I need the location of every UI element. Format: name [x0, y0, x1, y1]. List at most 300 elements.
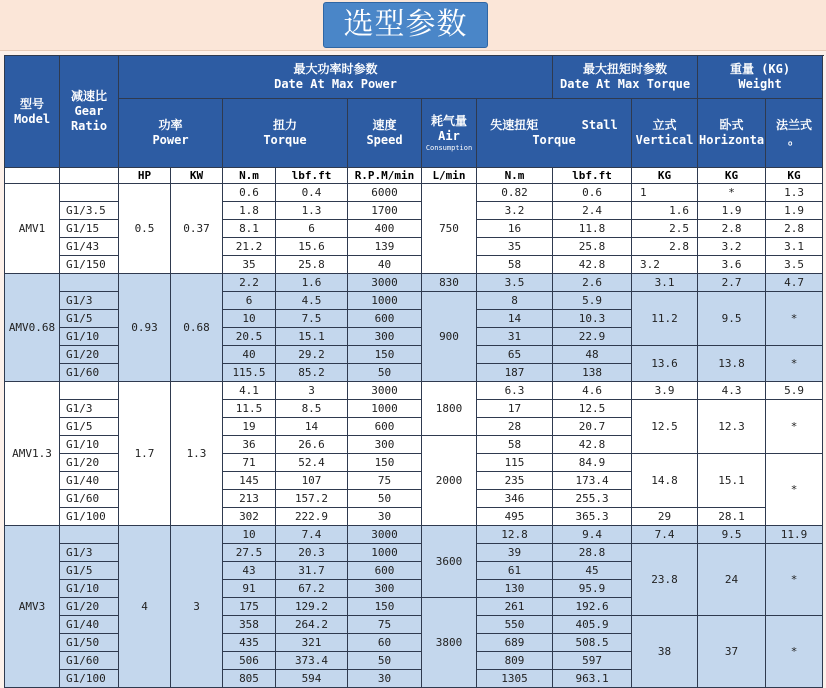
spec-table-container: [4, 55, 822, 685]
header-ratio-cn: 减速比: [70, 89, 107, 103]
header-horizontal-cn: 卧式: [719, 118, 744, 132]
stall-lbf-cell: 28.8: [553, 544, 632, 562]
torque-nm-cell: 40: [223, 346, 276, 364]
weight-flange-cell: *: [766, 454, 823, 526]
stall-lbf-cell: 95.9: [553, 580, 632, 598]
weight-flange-cell: *: [766, 292, 823, 346]
stall-nm-cell: 3.2: [477, 202, 553, 220]
torque-nm-cell: 43: [223, 562, 276, 580]
weight-vertical-cell: 3.9: [632, 382, 698, 400]
header-max-torque-en: Date At Max Torque: [560, 77, 691, 91]
speed-cell: 600: [348, 562, 422, 580]
stall-lbf-cell: 2.6: [553, 274, 632, 292]
header-torque-cn: 扭力: [272, 118, 297, 132]
weight-vertical-cell: 3.2: [632, 256, 698, 274]
weight-horizontal-cell: 12.3: [698, 400, 766, 454]
stall-lbf-cell: 48: [553, 346, 632, 364]
header-speed: [348, 99, 422, 168]
weight-flange-cell: 3.1: [766, 238, 823, 256]
weight-horizontal-cell: 13.8: [698, 346, 766, 382]
weight-vertical-cell: 23.8: [632, 544, 698, 616]
torque-lbf-cell: 15.6: [276, 238, 348, 256]
weight-horizontal-cell: 2.8: [698, 220, 766, 238]
header-air-en: Air: [438, 128, 460, 143]
torque-lbf-cell: 1.3: [276, 202, 348, 220]
torque-lbf-cell: 157.2: [276, 490, 348, 508]
weight-horizontal-cell: 15.1: [698, 454, 766, 508]
header-weight-cn: 重量 (KG): [729, 62, 791, 76]
ratio-cell: G1/20: [60, 346, 119, 364]
weight-flange-cell: *: [766, 544, 823, 616]
weight-flange-cell: 3.5: [766, 256, 823, 274]
ratio-cell: [60, 274, 119, 292]
stall-lbf-cell: 5.9: [553, 292, 632, 310]
ratio-cell: G1/150: [60, 256, 119, 274]
ratio-cell: G1/5: [60, 418, 119, 436]
stall-nm-cell: 809: [477, 652, 553, 670]
weight-horizontal-cell: 4.3: [698, 382, 766, 400]
model-group-amv068: [5, 274, 823, 382]
stall-nm-cell: 31: [477, 328, 553, 346]
air-cell: 830: [422, 274, 477, 292]
unit-stall-nm: N.m: [477, 168, 553, 184]
speed-cell: 1000: [348, 292, 422, 310]
torque-nm-cell: 4.1: [223, 382, 276, 400]
weight-vertical-cell: 7.4: [632, 526, 698, 544]
weight-flange-cell: *: [766, 346, 823, 382]
stall-nm-cell: 495: [477, 508, 553, 526]
speed-cell: 50: [348, 490, 422, 508]
torque-lbf-cell: 594: [276, 670, 348, 688]
weight-flange-cell: *: [766, 616, 823, 688]
header-max-torque: [553, 56, 698, 99]
model-cell: AMV3: [5, 526, 60, 688]
stall-nm-cell: 61: [477, 562, 553, 580]
stall-nm-cell: 115: [477, 454, 553, 472]
weight-vertical-cell: 12.5: [632, 400, 698, 454]
speed-cell: 3000: [348, 274, 422, 292]
unit-kg-vertical: KG: [632, 168, 698, 184]
header-max-power: [119, 56, 553, 99]
unit-blank-model: [5, 168, 60, 184]
speed-cell: 139: [348, 238, 422, 256]
hp-cell: 0.5: [119, 184, 171, 274]
weight-horizontal-cell: 3.6: [698, 256, 766, 274]
header-max-torque-cn: 最大扭矩时参数: [583, 62, 668, 76]
header-power: [119, 99, 223, 168]
speed-cell: 30: [348, 670, 422, 688]
speed-cell: 50: [348, 364, 422, 382]
header-air-small: Consumption: [425, 143, 473, 152]
speed-cell: 300: [348, 436, 422, 454]
torque-nm-cell: 175: [223, 598, 276, 616]
stall-lbf-cell: 84.9: [553, 454, 632, 472]
air-cell: 750: [422, 184, 477, 274]
model-cell: AMV0.68: [5, 274, 60, 382]
speed-cell: 400: [348, 220, 422, 238]
stall-nm-cell: 1305: [477, 670, 553, 688]
weight-horizontal-cell: 28.1: [698, 508, 766, 526]
header-stall-line1: [477, 118, 631, 133]
stall-nm-cell: 39: [477, 544, 553, 562]
torque-lbf-cell: 107: [276, 472, 348, 490]
stall-lbf-cell: 22.9: [553, 328, 632, 346]
hp-cell: 0.93: [119, 274, 171, 382]
weight-flange-cell: 5.9: [766, 382, 823, 400]
weight-horizontal-cell: 9.5: [698, 292, 766, 346]
torque-lbf-cell: 264.2: [276, 616, 348, 634]
torque-nm-cell: 10: [223, 526, 276, 544]
torque-nm-cell: 213: [223, 490, 276, 508]
stall-lbf-cell: 42.8: [553, 256, 632, 274]
weight-vertical-cell: 11.2: [632, 292, 698, 346]
torque-nm-cell: 20.5: [223, 328, 276, 346]
torque-lbf-cell: 0.4: [276, 184, 348, 202]
stall-nm-cell: 6.3: [477, 382, 553, 400]
header-speed-cn: 速度: [372, 118, 397, 132]
ratio-cell: [60, 382, 119, 400]
table-row: [5, 184, 823, 202]
torque-nm-cell: 91: [223, 580, 276, 598]
torque-lbf-cell: 20.3: [276, 544, 348, 562]
torque-nm-cell: 0.6: [223, 184, 276, 202]
torque-nm-cell: 35: [223, 256, 276, 274]
header-max-power-en: Date At Max Power: [274, 77, 397, 91]
hp-cell: 4: [119, 526, 171, 688]
torque-nm-cell: 27.5: [223, 544, 276, 562]
speed-cell: 600: [348, 418, 422, 436]
ratio-cell: G1/40: [60, 616, 119, 634]
torque-lbf-cell: 31.7: [276, 562, 348, 580]
speed-cell: 150: [348, 346, 422, 364]
model-group-amv13: [5, 382, 823, 526]
ratio-cell: G1/5: [60, 310, 119, 328]
weight-horizontal-cell: 9.5: [698, 526, 766, 544]
stall-lbf-cell: 192.6: [553, 598, 632, 616]
ratio-cell: G1/3: [60, 544, 119, 562]
stall-nm-cell: 65: [477, 346, 553, 364]
stall-nm-cell: 58: [477, 436, 553, 454]
torque-nm-cell: 358: [223, 616, 276, 634]
ratio-cell: G1/100: [60, 508, 119, 526]
stall-lbf-cell: 597: [553, 652, 632, 670]
torque-lbf-cell: 373.4: [276, 652, 348, 670]
header-horizontal: [698, 99, 766, 168]
weight-vertical-cell: 29: [632, 508, 698, 526]
stall-lbf-cell: 12.5: [553, 400, 632, 418]
ratio-cell: G1/20: [60, 454, 119, 472]
kw-cell: 0.68: [171, 274, 223, 382]
ratio-cell: G1/10: [60, 580, 119, 598]
stall-nm-cell: 3.5: [477, 274, 553, 292]
stall-lbf-cell: 508.5: [553, 634, 632, 652]
stall-nm-cell: 235: [477, 472, 553, 490]
torque-lbf-cell: 7.4: [276, 526, 348, 544]
weight-vertical-cell: 14.8: [632, 454, 698, 508]
header-vertical-en: Vertical: [635, 133, 694, 147]
torque-nm-cell: 805: [223, 670, 276, 688]
header-stall-en1: Stall: [581, 118, 618, 132]
weight-horizontal-cell: *: [698, 184, 766, 202]
unit-kw: KW: [171, 168, 223, 184]
torque-nm-cell: 435: [223, 634, 276, 652]
speed-cell: 3000: [348, 526, 422, 544]
stall-nm-cell: 17: [477, 400, 553, 418]
weight-flange-cell: 1.3: [766, 184, 823, 202]
speed-cell: 75: [348, 472, 422, 490]
header-vertical: [632, 99, 698, 168]
weight-vertical-cell: 2.8: [632, 238, 698, 256]
torque-nm-cell: 302: [223, 508, 276, 526]
weight-horizontal-cell: 24: [698, 544, 766, 616]
speed-cell: 150: [348, 454, 422, 472]
unit-hp: HP: [119, 168, 171, 184]
header-stall-cn: 失速扭矩: [490, 118, 539, 132]
model-cell: AMV1.3: [5, 382, 60, 526]
stall-lbf-cell: 45: [553, 562, 632, 580]
torque-nm-cell: 2.2: [223, 274, 276, 292]
header-ratio: [60, 56, 119, 168]
header-flange-cn: 法兰式: [776, 118, 813, 132]
header-model-en: Model: [13, 111, 51, 126]
torque-nm-cell: 506: [223, 652, 276, 670]
ratio-cell: G1/43: [60, 238, 119, 256]
stall-lbf-cell: 2.4: [553, 202, 632, 220]
torque-nm-cell: 115.5: [223, 364, 276, 382]
stall-nm-cell: 14: [477, 310, 553, 328]
torque-lbf-cell: 222.9: [276, 508, 348, 526]
torque-nm-cell: 19: [223, 418, 276, 436]
unit-lmin: L/min: [422, 168, 477, 184]
ratio-cell: G1/3: [60, 400, 119, 418]
stall-lbf-cell: 173.4: [553, 472, 632, 490]
unit-blank-ratio: [60, 168, 119, 184]
torque-nm-cell: 10: [223, 310, 276, 328]
ratio-cell: G1/20: [60, 598, 119, 616]
header-weight: [698, 56, 823, 99]
stall-nm-cell: 28: [477, 418, 553, 436]
page-title: 选型参数: [323, 2, 488, 48]
stall-nm-cell: 689: [477, 634, 553, 652]
stall-nm-cell: 261: [477, 598, 553, 616]
weight-horizontal-cell: 3.2: [698, 238, 766, 256]
stall-nm-cell: 550: [477, 616, 553, 634]
header-model-cn: 型号: [19, 96, 44, 111]
model-group-amv1: [5, 184, 823, 274]
torque-nm-cell: 21.2: [223, 238, 276, 256]
kw-cell: 0.37: [171, 184, 223, 274]
header-torque-en: Torque: [263, 133, 307, 147]
air-cell: 3600: [422, 526, 477, 598]
torque-lbf-cell: 8.5: [276, 400, 348, 418]
speed-cell: 1000: [348, 400, 422, 418]
table-row: [5, 382, 823, 400]
spec-table: [4, 55, 823, 688]
header-vertical-cn: 立式: [652, 118, 677, 132]
weight-horizontal-cell: 2.7: [698, 274, 766, 292]
weight-flange-cell: 4.7: [766, 274, 823, 292]
header-speed-en: Speed: [366, 133, 403, 147]
ratio-cell: G1/60: [60, 652, 119, 670]
torque-lbf-cell: 4.5: [276, 292, 348, 310]
header-stall-en2: Torque: [532, 133, 576, 147]
air-cell: 3800: [422, 598, 477, 688]
stall-lbf-cell: 0.6: [553, 184, 632, 202]
weight-vertical-cell: 1.6: [632, 202, 698, 220]
speed-cell: 6000: [348, 184, 422, 202]
torque-lbf-cell: 6: [276, 220, 348, 238]
header-flange-en: 。: [788, 133, 801, 147]
stall-nm-cell: 130: [477, 580, 553, 598]
torque-lbf-cell: 129.2: [276, 598, 348, 616]
header-ratio-en2: Ratio: [70, 119, 108, 133]
weight-horizontal-cell: 1.9: [698, 202, 766, 220]
stall-lbf-cell: 255.3: [553, 490, 632, 508]
torque-nm-cell: 8.1: [223, 220, 276, 238]
stall-lbf-cell: 25.8: [553, 238, 632, 256]
torque-lbf-cell: 85.2: [276, 364, 348, 382]
stall-nm-cell: 35: [477, 238, 553, 256]
torque-nm-cell: 6: [223, 292, 276, 310]
unit-nm: N.m: [223, 168, 276, 184]
stall-nm-cell: 58: [477, 256, 553, 274]
stall-lbf-cell: 11.8: [553, 220, 632, 238]
torque-nm-cell: 1.8: [223, 202, 276, 220]
ratio-cell: G1/3: [60, 292, 119, 310]
speed-cell: 40: [348, 256, 422, 274]
unit-kg-horizontal: KG: [698, 168, 766, 184]
unit-kg-flange: KG: [766, 168, 823, 184]
header-power-cn: 功率: [158, 118, 183, 132]
air-cell: 2000: [422, 436, 477, 526]
header-max-power-cn: 最大功率时参数: [293, 62, 378, 76]
stall-nm-cell: 187: [477, 364, 553, 382]
stall-nm-cell: 8: [477, 292, 553, 310]
torque-nm-cell: 71: [223, 454, 276, 472]
stall-nm-cell: 12.8: [477, 526, 553, 544]
header-weight-en: Weight: [738, 77, 782, 91]
header-stall: [477, 99, 632, 168]
speed-cell: 300: [348, 328, 422, 346]
model-cell: AMV1: [5, 184, 60, 274]
weight-horizontal-cell: 37: [698, 616, 766, 688]
table-header: [5, 56, 823, 184]
weight-vertical-cell: 13.6: [632, 346, 698, 382]
stall-nm-cell: 0.82: [477, 184, 553, 202]
torque-lbf-cell: 321: [276, 634, 348, 652]
torque-lbf-cell: 7.5: [276, 310, 348, 328]
table-row: [5, 526, 823, 544]
ratio-cell: G1/60: [60, 364, 119, 382]
header-ratio-en1: Gear: [74, 104, 104, 118]
ratio-cell: G1/15: [60, 220, 119, 238]
weight-vertical-cell: 1: [632, 184, 698, 202]
air-cell: 900: [422, 292, 477, 382]
header-air-cn: 耗气量: [430, 113, 467, 128]
ratio-cell: G1/100: [60, 670, 119, 688]
torque-lbf-cell: 67.2: [276, 580, 348, 598]
table-row: [5, 274, 823, 292]
header-air: [422, 99, 477, 168]
speed-cell: 300: [348, 580, 422, 598]
header-torque: [223, 99, 348, 168]
weight-flange-cell: *: [766, 400, 823, 454]
torque-lbf-cell: 25.8: [276, 256, 348, 274]
header-power-en: Power: [152, 133, 189, 147]
hp-cell: 1.7: [119, 382, 171, 526]
speed-cell: 3000: [348, 382, 422, 400]
stall-nm-cell: 16: [477, 220, 553, 238]
ratio-cell: G1/50: [60, 634, 119, 652]
kw-cell: 3: [171, 526, 223, 688]
torque-nm-cell: 145: [223, 472, 276, 490]
header-flange: [766, 99, 823, 168]
ratio-cell: [60, 526, 119, 544]
air-cell: 1800: [422, 382, 477, 436]
torque-lbf-cell: 15.1: [276, 328, 348, 346]
torque-nm-cell: 36: [223, 436, 276, 454]
header-horizontal-en: Horizonta: [699, 133, 765, 147]
stall-lbf-cell: 42.8: [553, 436, 632, 454]
unit-stall-lbf: lbf.ft: [553, 168, 632, 184]
ratio-cell: [60, 184, 119, 202]
stall-lbf-cell: 4.6: [553, 382, 632, 400]
ratio-cell: G1/10: [60, 328, 119, 346]
torque-lbf-cell: 1.6: [276, 274, 348, 292]
ratio-cell: G1/3.5: [60, 202, 119, 220]
ratio-cell: G1/40: [60, 472, 119, 490]
speed-cell: 1700: [348, 202, 422, 220]
speed-cell: 50: [348, 652, 422, 670]
stall-lbf-cell: 405.9: [553, 616, 632, 634]
torque-lbf-cell: 26.6: [276, 436, 348, 454]
weight-vertical-cell: 3.1: [632, 274, 698, 292]
unit-rpm: R.P.M/min: [348, 168, 422, 184]
torque-lbf-cell: 52.4: [276, 454, 348, 472]
weight-vertical-cell: 2.5: [632, 220, 698, 238]
speed-cell: 1000: [348, 544, 422, 562]
speed-cell: 75: [348, 616, 422, 634]
stall-lbf-cell: 10.3: [553, 310, 632, 328]
stall-lbf-cell: 963.1: [553, 670, 632, 688]
stall-lbf-cell: 365.3: [553, 508, 632, 526]
torque-nm-cell: 11.5: [223, 400, 276, 418]
stall-lbf-cell: 9.4: [553, 526, 632, 544]
header-model: [5, 56, 60, 168]
ratio-cell: G1/10: [60, 436, 119, 454]
weight-flange-cell: 1.9: [766, 202, 823, 220]
model-group-amv3: [5, 526, 823, 688]
title-banner: [0, 0, 826, 51]
ratio-cell: G1/60: [60, 490, 119, 508]
weight-vertical-cell: 38: [632, 616, 698, 688]
stall-nm-cell: 346: [477, 490, 553, 508]
speed-cell: 600: [348, 310, 422, 328]
weight-flange-cell: 2.8: [766, 220, 823, 238]
speed-cell: 30: [348, 508, 422, 526]
unit-lbf: lbf.ft: [276, 168, 348, 184]
torque-lbf-cell: 29.2: [276, 346, 348, 364]
speed-cell: 150: [348, 598, 422, 616]
weight-flange-cell: 11.9: [766, 526, 823, 544]
torque-lbf-cell: 3: [276, 382, 348, 400]
stall-lbf-cell: 20.7: [553, 418, 632, 436]
speed-cell: 60: [348, 634, 422, 652]
stall-lbf-cell: 138: [553, 364, 632, 382]
torque-lbf-cell: 14: [276, 418, 348, 436]
ratio-cell: G1/5: [60, 562, 119, 580]
kw-cell: 1.3: [171, 382, 223, 526]
